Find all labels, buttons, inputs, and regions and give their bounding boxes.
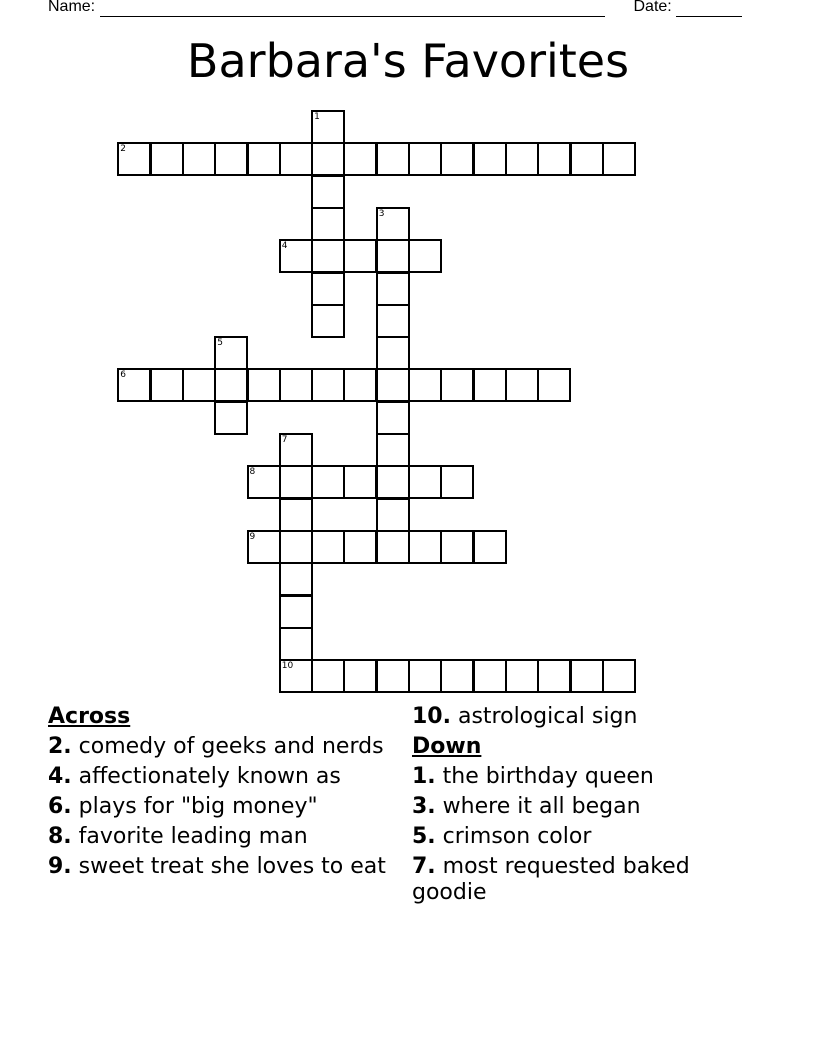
grid-cell[interactable]: [311, 175, 345, 209]
grid-cell[interactable]: [247, 142, 281, 176]
grid-cell[interactable]: [408, 239, 442, 273]
grid-cell[interactable]: [376, 304, 410, 338]
grid-cell[interactable]: [311, 142, 345, 176]
grid-cell[interactable]: [376, 272, 410, 306]
grid-cell[interactable]: [279, 595, 313, 629]
grid-cell[interactable]: [537, 368, 571, 402]
grid-cell[interactable]: [537, 142, 571, 176]
grid-cell[interactable]: [570, 142, 604, 176]
grid-cell[interactable]: [182, 368, 216, 402]
grid-cell[interactable]: [376, 142, 410, 176]
grid-cell[interactable]: [376, 433, 410, 467]
grid-cell[interactable]: [279, 465, 313, 499]
grid-cell[interactable]: [343, 659, 377, 693]
clue-number-8: 8: [249, 467, 256, 478]
grid-cell[interactable]: [150, 142, 184, 176]
grid-cell[interactable]: [117, 368, 151, 402]
grid-cell[interactable]: [440, 142, 474, 176]
across-clue-2: 2. comedy of geeks and nerds: [48, 734, 384, 759]
grid-cell[interactable]: [247, 530, 281, 564]
grid-cell[interactable]: [505, 368, 539, 402]
across-clue-8: 8. favorite leading man: [48, 824, 308, 849]
grid-cell[interactable]: [247, 368, 281, 402]
down-clue-3: 3. where it all began: [412, 794, 641, 819]
grid-cell[interactable]: [279, 659, 313, 693]
grid-cell[interactable]: [311, 272, 345, 306]
grid-cell[interactable]: [311, 207, 345, 241]
grid-cell[interactable]: [473, 659, 507, 693]
clue-number-9: 9: [249, 531, 256, 542]
grid-cell[interactable]: [311, 465, 345, 499]
grid-cell[interactable]: [602, 659, 636, 693]
grid-cell[interactable]: [279, 498, 313, 532]
grid-cell[interactable]: [473, 530, 507, 564]
grid-cell[interactable]: [440, 659, 474, 693]
clue-number-5: 5: [217, 338, 223, 349]
grid-cell[interactable]: [376, 368, 410, 402]
grid-cell[interactable]: [408, 368, 442, 402]
grid-cell[interactable]: [570, 659, 604, 693]
across-heading: Across: [48, 704, 131, 729]
grid-cell[interactable]: [343, 465, 377, 499]
grid-cell[interactable]: [311, 304, 345, 338]
grid-cell[interactable]: [602, 142, 636, 176]
clue-number-1: 1: [314, 112, 320, 122]
grid-cell[interactable]: [279, 433, 313, 467]
grid-cell[interactable]: [214, 336, 248, 370]
grid-cell[interactable]: [376, 239, 410, 273]
grid-cell[interactable]: [343, 530, 377, 564]
clues-left-column: [48, 704, 388, 884]
name-label: Name:: [48, 0, 96, 15]
grid-cell[interactable]: [279, 239, 313, 273]
grid-cell[interactable]: [376, 498, 410, 532]
across-clue-6: 6. plays for "big money": [48, 794, 318, 819]
grid-cell[interactable]: [182, 142, 216, 176]
grid-cell[interactable]: [505, 142, 539, 176]
grid-cell[interactable]: [343, 142, 377, 176]
across-clue-9: 9. sweet treat she loves to eat: [48, 854, 386, 879]
grid-cell[interactable]: [537, 659, 571, 693]
grid-cell[interactable]: [408, 142, 442, 176]
grid-cell[interactable]: [279, 562, 313, 596]
grid-cell[interactable]: [408, 659, 442, 693]
grid-cell[interactable]: [311, 239, 345, 273]
clue-number-6: 6: [120, 370, 127, 381]
grid-cell[interactable]: [473, 142, 507, 176]
grid-cell[interactable]: [214, 401, 248, 435]
down-heading: Down: [412, 734, 482, 759]
grid-cell[interactable]: [376, 659, 410, 693]
grid-cell[interactable]: [279, 530, 313, 564]
grid-cell[interactable]: [440, 465, 474, 499]
grid-cell[interactable]: [376, 465, 410, 499]
clue-number-10: 10: [281, 661, 294, 672]
grid-cell[interactable]: [117, 142, 151, 176]
grid-cell[interactable]: [408, 530, 442, 564]
grid-cell[interactable]: [214, 368, 248, 402]
down-clue-5: 5. crimson color: [412, 824, 592, 849]
clue-number-7: 7: [281, 435, 288, 445]
grid-cell[interactable]: [311, 368, 345, 402]
grid-cell[interactable]: [376, 336, 410, 370]
down-clue-7: 7. most requested baked goodie: [412, 854, 690, 905]
grid-cell[interactable]: [311, 110, 345, 144]
grid-cell[interactable]: [408, 465, 442, 499]
across-clue-10: 10. astrological sign: [412, 704, 638, 729]
clue-number-4: 4: [281, 241, 288, 252]
grid-cell[interactable]: [505, 659, 539, 693]
clue-number-3: 3: [378, 208, 385, 219]
grid-cell[interactable]: [376, 401, 410, 435]
grid-cell[interactable]: [343, 368, 377, 402]
grid-cell[interactable]: [150, 368, 184, 402]
grid-cell[interactable]: [214, 142, 248, 176]
grid-cell[interactable]: [311, 530, 345, 564]
grid-cell[interactable]: [279, 627, 313, 661]
clues-right-column: [412, 704, 752, 910]
clue-number-2: 2: [120, 144, 127, 155]
grid-cell[interactable]: [376, 530, 410, 564]
grid-cell[interactable]: [279, 142, 313, 176]
page-title: Barbara's Favorites: [186, 34, 630, 88]
down-clue-1: 1. the birthday queen: [412, 764, 654, 789]
across-clue-4: 4. affectionately known as: [48, 764, 341, 789]
grid-cell[interactable]: [279, 368, 313, 402]
grid-cell[interactable]: [247, 465, 281, 499]
date-label: Date:: [633, 0, 672, 15]
grid-cell[interactable]: [473, 368, 507, 402]
grid-cell[interactable]: [440, 530, 474, 564]
grid-cell[interactable]: [376, 207, 410, 241]
grid-cell[interactable]: [343, 239, 377, 273]
grid-cell[interactable]: [440, 368, 474, 402]
grid-cell[interactable]: [311, 659, 345, 693]
